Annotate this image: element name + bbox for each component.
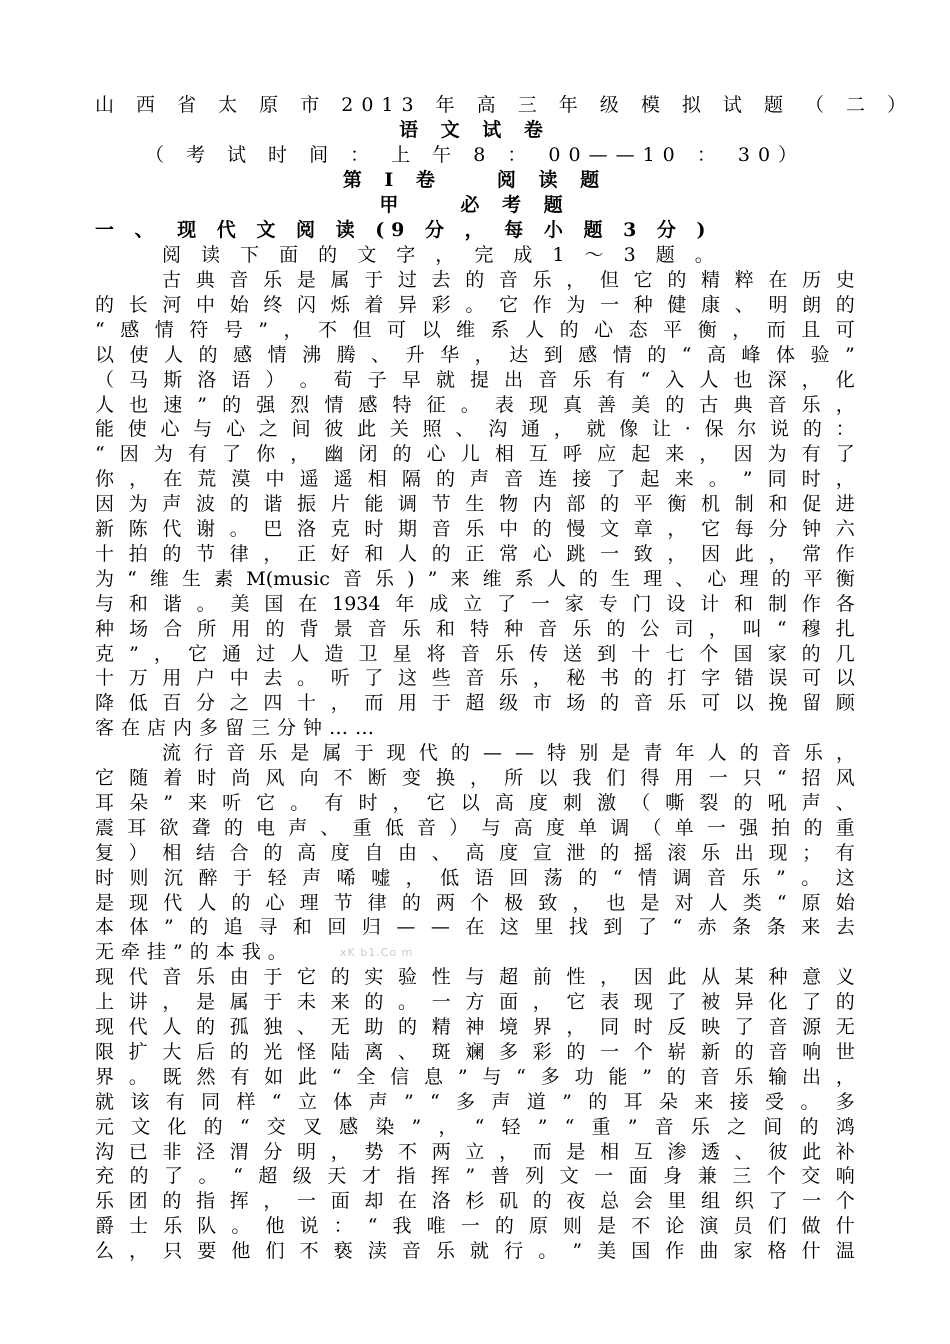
passage-line: 的 长 河 中 始 终 闪 烁 着 异 彩 。 它 作 为 一 种 健 康 、 明 朗 的 — [95, 293, 855, 316]
passage-line: 爵 士 乐 队 。 他 说 ： “ 我 唯 一 的 原 则 是 不 论 演 员 们 做 什 — [95, 1215, 855, 1238]
question-instruction: 阅 读 下 面 的 文 字 ， 完 成 1 ～ 3 题 。 — [162, 244, 721, 266]
exam-time: （ 考 试 时 间 ： 上 午 8 ： 00——10 ： 30） — [144, 144, 806, 166]
question-heading: 一 、 现 代 文 阅 读 (9 分 ， 每 小 题 3 分 ) — [95, 219, 713, 241]
passage-line: 因 为 声 波 的 谐 振 片 能 调 节 生 物 内 部 的 平 衡 机 制 和 促 进 — [95, 493, 855, 516]
passage-line: 时 则 沉 醉 于 轻 声 唏 嘘 ， 低 语 回 荡 的 “ 情 调 音 乐 ” 。 这 — [95, 866, 855, 889]
passage-line: 十 拍 的 节 律 ， 正 好 和 人 的 正 常 心 跳 一 致 ， 因 此 ， 常 作 — [95, 542, 855, 565]
passage-line: 新 陈 代 谢 。 巴 洛 克 时 期 音 乐 中 的 慢 文 章 ， 它 每 分 钟 六 — [95, 518, 855, 540]
volume-heading: 第 I 卷 阅 读 题 — [342, 169, 608, 191]
passage-line: 与 和 谐 。 美 国 在 1934 年 成 立 了 一 家 专 门 设 计 和 制 作 各 — [95, 592, 855, 615]
section-heading: 甲 必 考 题 — [379, 194, 571, 216]
passage-line: 现 代 音 乐 由 于 它 的 实 验 性 与 超 前 性 ， 因 此 从 某 种 意 义 — [95, 966, 855, 989]
passage-line: 以 使 人 的 感 情 沸 腾 、 升 华 ， 达 到 感 情 的 “ 高 峰 体 验 ” — [95, 343, 855, 366]
passage-line: 充 的 了 。 “ 超 级 天 才 指 挥 ” 普 列 文 一 面 身 兼 三 个 交 响 — [95, 1165, 855, 1188]
passage-line: 种 场 合 所 用 的 背 景 音 乐 和 特 种 音 乐 的 公 司 ， 叫 “ 穆 扎 — [95, 617, 855, 640]
passage-line: 震 耳 欲 聋 的 电 声 、 重 低 音 ） 与 高 度 单 调 （ 单 一 强 拍 的 重 — [95, 816, 855, 839]
passage-line: 能 使 心 与 心 之 间 彼 此 关 照 、 沟 通 ， 就 像 让 · 保 尔 说 的 ： — [95, 418, 855, 441]
passage-line: （ 马 斯 洛 语 ） 。 荀 子 早 就 提 出 音 乐 有 “ 入 人 也 深 ， 化 — [95, 368, 855, 391]
passage-line: 它 随 着 时 尚 风 向 不 断 变 换 ， 所 以 我 们 得 用 一 只 “ 招 风 — [95, 767, 855, 789]
passage-line: 人 也 速 ” 的 强 烈 情 感 特 征 。 表 现 真 善 美 的 古 典 音 乐 ， — [95, 393, 855, 416]
passage-line: 为 “ 维 生 素 M(music 音 乐 ) ” 来 维 系 人 的 生 理 、 心 理 的 平 衡 — [95, 567, 855, 590]
passage-line: 无牵挂”的本我。 — [95, 941, 294, 964]
watermark: xK b1.Co m — [340, 946, 414, 959]
passage-line: 是 现 代 人 的 心 理 节 律 的 两 个 极 致 ， 也 是 对 人 类 “ 原 始 — [95, 891, 855, 914]
exam-title: 山 西 省 太 原 市 2013 年 高 三 年 级 模 拟 试 题 （ 二 ） — [95, 94, 915, 116]
passage-line: 乐 团 的 指 挥 ， 一 面 却 在 洛 杉 矶 的 夜 总 会 里 组 织 了 一 个 — [95, 1190, 855, 1213]
passage-line: “ 因 为 有 了 你 ， 幽 闭 的 心 儿 相 互 呼 应 起 来 ， 因 为 有 了 — [95, 443, 855, 466]
passage-line: 上 讲 ， 是 属 于 未 来 的 。 一 方 面 ， 它 表 现 了 被 异 化 了 的 — [95, 991, 855, 1014]
passage-line: 就 该 有 同 样 “ 立 体 声 ” “ 多 声 道 ” 的 耳 朵 来 接 受 。 多 — [95, 1090, 855, 1113]
passage-line: 降 低 百 分 之 四 十 ， 而 用 于 超 级 市 场 的 音 乐 可 以 挽 留 顾 — [95, 692, 855, 715]
passage-line: 古 典 音 乐 是 属 于 过 去 的 音 乐 ， 但 它 的 精 粹 在 历 史 — [162, 269, 855, 291]
passage-line: 元 文 化 的 “ 交 叉 感 染 ” ， “ 轻 ” “ 重 ” 音 乐 之 间 的 鸿 — [95, 1115, 855, 1138]
exam-subtitle: 语 文 试 卷 — [399, 119, 551, 141]
passage-line: 复 ） 相 结 合 的 高 度 自 由 、 高 度 宣 泄 的 摇 滚 乐 出 现 ； 有 — [95, 841, 855, 864]
passage-line: 本 体 ” 的 追 寻 和 回 归 — — 在 这 里 找 到 了 “ 赤 条 条 来 去 — [95, 916, 855, 939]
passage-line: 你 ， 在 荒 漠 中 遥 遥 相 隔 的 声 音 连 接 了 起 来 。 ” 同 时 ， — [95, 468, 855, 491]
passage-line: 界 。 既 然 有 如 此 “ 全 信 息 ” 与 “ 多 功 能 ” 的 音 乐 输 出 ， — [95, 1065, 855, 1088]
passage-line: 克 ” ， 它 通 过 人 造 卫 星 将 音 乐 传 送 到 十 七 个 国 家 的 几 — [95, 642, 855, 665]
passage-line: 沟 已 非 泾 渭 分 明 ， 势 不 两 立 ， 而 是 相 互 渗 透 、 彼 此 补 — [95, 1140, 855, 1163]
passage-line: 耳 朵 ” 来 听 它 。 有 时 ， 它 以 高 度 刺 激 （ 嘶 裂 的 吼 声 、 — [95, 791, 855, 814]
passage-line: 现 代 人 的 孤 独 、 无 助 的 精 神 境 界 ， 同 时 反 映 了 音 源 无 — [95, 1016, 855, 1038]
passage-line: “ 感 情 符 号 ” ， 不 但 可 以 维 系 人 的 心 态 平 衡 ， 而 且 可 — [95, 318, 855, 341]
passage-line: 么 ， 只 要 他 们 不 亵 渎 音 乐 就 行 。 ” 美 国 作 曲 家 格 什 温 — [95, 1240, 855, 1263]
passage-line: 客在店内多留三分钟…… — [95, 717, 382, 740]
passage-line: 十 万 用 户 中 去 。 听 了 这 些 音 乐 ， 秘 书 的 打 字 错 误 可 以 — [95, 667, 855, 690]
passage-line: 限 扩 大 后 的 光 怪 陆 离 、 斑 斓 多 彩 的 一 个 崭 新 的 音 响 世 — [95, 1040, 855, 1063]
passage-line: 流 行 音 乐 是 属 于 现 代 的 — — 特 别 是 青 年 人 的 音 乐 ， — [162, 742, 855, 765]
